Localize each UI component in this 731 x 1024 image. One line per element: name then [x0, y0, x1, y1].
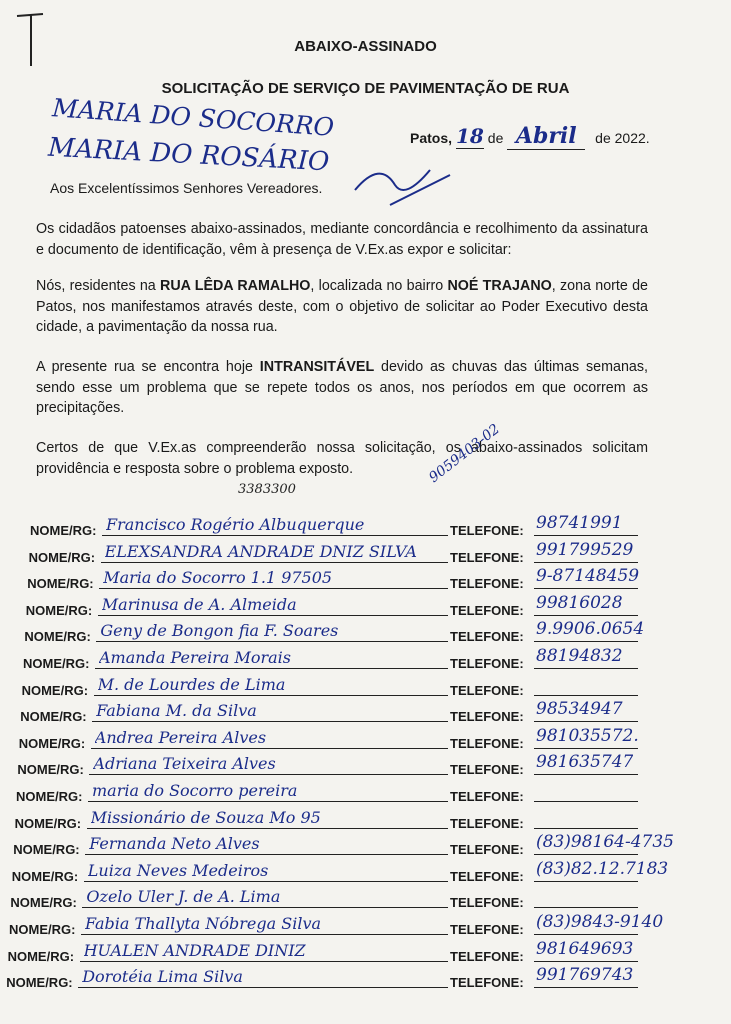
telefone-label: TELEFONE: — [450, 948, 524, 964]
signer-phone: 9.9906.0654 — [536, 619, 645, 640]
name-underline — [89, 774, 448, 775]
signature-row — [0, 754, 731, 780]
name-rg-label: NOME/RG: — [20, 709, 87, 725]
handwritten-name-1: MARIA DO SOCORRO — [51, 93, 335, 142]
name-rg-label: NOME/RG: — [6, 975, 73, 991]
signer-name: Fabiana M. da Silva — [96, 701, 257, 721]
document-subheading: SOLICITAÇÃO DE SERVIÇO DE PAVIMENTAÇÃO DE RUA — [161, 80, 570, 97]
date-city: Patos, — [410, 130, 453, 146]
p2-text-b: , localizada no bairro — [310, 278, 448, 294]
phone-underline — [534, 535, 638, 536]
telefone-label: TELEFONE: — [450, 549, 524, 565]
phone-underline — [534, 987, 638, 988]
name-underline — [94, 695, 448, 696]
name-underline — [78, 987, 448, 988]
phone-underline — [534, 854, 638, 855]
street-name: RUA LÊDA RAMALHO — [160, 278, 311, 294]
name-underline — [85, 854, 448, 855]
phone-underline — [534, 907, 638, 908]
name-rg-label: NOME/RG: — [27, 576, 94, 592]
signer-phone: 981635747 — [536, 752, 634, 773]
signer-name: ELEXSANDRA ANDRADE DNIZ SILVA — [104, 541, 417, 561]
signer-name: Missionário de Souza Mo 95 — [90, 807, 321, 827]
paragraph-1: Os cidadãos patoenses abaixo-assinados, mediante concordância e recolhimento da assinatura e documento de identificação, vêm à presença de V.Ex.as expor e solicitar: — [36, 221, 648, 258]
signer-name: Luiza Neves Medeiros — [87, 860, 269, 880]
signature-row — [0, 539, 731, 568]
telefone-label: TELEFONE: — [450, 762, 524, 778]
name-underline — [81, 934, 448, 935]
telefone-label: TELEFONE: — [450, 922, 524, 937]
name-rg-label: NOME/RG: — [9, 922, 76, 937]
telefone-label: TELEFONE: — [450, 576, 524, 592]
signer-name: Maria do Socorro 1.1 97505 — [103, 568, 333, 588]
p2-text-a: Nós, residentes na — [36, 278, 161, 294]
name-underline — [87, 828, 448, 829]
phone-underline — [534, 748, 638, 749]
signer-phone: 981649693 — [536, 938, 634, 959]
p2-text-c: , zona norte de Patos, nos manifestamos através deste, com o objetivo de solicitar ao Poder Executivo desta cidade, a pavimentação da nossa rua. — [36, 278, 648, 335]
neighborhood-name: NOÉ TRAJANO — [447, 278, 552, 294]
name-rg-label: NOME/RG: — [13, 842, 80, 858]
margin-note: 9059403-02 — [426, 421, 503, 486]
phone-underline — [534, 828, 638, 829]
signer-name: Marinusa de A. Almeida — [101, 594, 297, 614]
signer-name: HUALEN ANDRADE DINIZ — [83, 940, 306, 960]
paragraph-4: Certos de que V.Ex.as compreenderão nossa solicitação, os abaixo-assinados solicitam providência e resposta sobre o problema exposto. — [36, 440, 648, 477]
signature-row — [0, 834, 731, 860]
phone-underline — [534, 801, 638, 802]
phone-underline — [534, 695, 638, 696]
document-heading: ABAIXO-ASSINADO — [294, 38, 437, 55]
telefone-label: TELEFONE: — [450, 842, 524, 858]
name-rg-label: NOME/RG: — [17, 762, 84, 778]
telefone-label: TELEFONE: — [450, 682, 524, 698]
top-note: 3383300 — [238, 482, 296, 497]
name-underline — [96, 641, 448, 642]
signer-phone: 991799529 — [536, 539, 634, 560]
telefone-label: TELEFONE: — [450, 735, 524, 751]
name-rg-label: NOME/RG: — [11, 868, 79, 884]
signer-name: Ozelo Uler J. de A. Lima — [86, 887, 281, 907]
telefone-label: TELEFONE: — [450, 656, 524, 671]
signature-scribble — [350, 150, 460, 210]
name-underline — [80, 961, 448, 962]
signature-row — [0, 592, 731, 621]
name-rg-label: NOME/RG: — [18, 735, 86, 751]
phone-underline — [534, 641, 638, 642]
name-rg-label: NOME/RG: — [16, 789, 83, 804]
telefone-label: TELEFONE: — [450, 815, 524, 831]
name-rg-label: NOME/RG: — [14, 815, 82, 831]
phone-underline — [534, 588, 638, 589]
telefone-label: TELEFONE: — [450, 523, 524, 538]
name-underline — [92, 721, 448, 722]
phone-underline — [534, 934, 638, 935]
p3-text-b: devido as chuvas das últimas semanas, sendo esse um problema que se repete todos os anos, nos períodos em que ocorrem as precipitações. — [36, 359, 649, 416]
paragraph-2 — [36, 276, 648, 338]
signer-name: M. de Lourdes de Lima — [97, 674, 286, 694]
date-year: de 2022. — [595, 130, 650, 146]
name-underline — [88, 801, 448, 802]
signature-row — [0, 858, 731, 887]
telefone-label: TELEFONE: — [450, 975, 524, 991]
signature-row — [0, 781, 731, 807]
signer-name: Fernanda Neto Alves — [89, 834, 260, 854]
phone-underline — [534, 774, 638, 775]
telefone-label: TELEFONE: — [450, 789, 524, 804]
name-rg-label: NOME/RG: — [23, 656, 90, 671]
phone-underline — [534, 721, 638, 722]
signer-name: maria do Socorro pereira — [92, 781, 298, 800]
name-rg-label: NOME/RG: — [10, 895, 77, 911]
signer-phone: (83)9843-9140 — [536, 912, 664, 932]
name-underline — [101, 562, 448, 563]
signer-name: Geny de Bongon fia F. Soares — [100, 621, 339, 641]
signer-phone: 99816028 — [536, 592, 623, 613]
name-underline — [98, 615, 448, 616]
phone-underline — [534, 961, 638, 962]
signer-phone: 88194832 — [536, 646, 623, 666]
signature-row — [0, 515, 731, 541]
handwritten-name-2: MARIA DO ROSÁRIO — [47, 132, 330, 178]
signature-row — [0, 887, 731, 913]
salutation: Aos Excelentíssimos Senhores Vereadores. — [50, 180, 323, 196]
signer-phone: 98741991 — [536, 513, 623, 533]
telefone-label: TELEFONE: — [450, 602, 524, 618]
signature-row — [0, 938, 731, 967]
phone-underline — [534, 562, 638, 563]
signature-row — [0, 725, 731, 754]
signer-phone: (83)98164-4735 — [536, 832, 674, 853]
name-underline — [99, 588, 448, 589]
signer-name: Dorotéia Lima Silva — [82, 967, 243, 987]
signer-name: Amanda Pereira Morais — [99, 648, 291, 667]
signer-name: Fabia Thallyta Nóbrega Silva — [85, 914, 322, 933]
name-underline — [84, 881, 448, 882]
telefone-label: TELEFONE: — [450, 709, 524, 725]
signer-name: Francisco Rogério Albuquerque — [106, 515, 365, 534]
name-underline — [91, 748, 448, 749]
signer-phone: 981035572. — [536, 725, 639, 746]
signature-row — [0, 675, 731, 701]
p3-text-a: A presente rua se encontra hoje — [36, 359, 260, 375]
name-rg-label: NOME/RG: — [30, 523, 97, 538]
name-rg-label: NOME/RG: — [24, 629, 91, 645]
telefone-label: TELEFONE: — [450, 895, 524, 911]
name-underline — [95, 668, 448, 669]
signature-row — [0, 701, 731, 727]
date-line — [410, 123, 650, 150]
status-bold: INTRANSITÁVEL — [259, 359, 375, 375]
telefone-label: TELEFONE: — [450, 629, 524, 645]
paragraph-3 — [36, 357, 648, 419]
phone-underline — [534, 881, 638, 882]
signature-row — [0, 621, 731, 647]
date-de: de — [487, 130, 504, 146]
name-rg-label: NOME/RG: — [21, 682, 89, 698]
signer-name: Adriana Teixeira Alves — [93, 754, 276, 774]
signer-phone: (83)82.12.7183 — [536, 858, 669, 879]
signature-row — [0, 648, 731, 674]
telefone-label: TELEFONE: — [450, 868, 524, 884]
signature-row — [0, 568, 731, 594]
signer-phone: 991769743 — [536, 965, 634, 986]
signature-row — [0, 808, 731, 834]
name-rg-label: NOME/RG: — [25, 602, 93, 618]
signer-phone: 98534947 — [536, 699, 623, 720]
phone-underline — [534, 615, 638, 616]
name-rg-label: NOME/RG: — [28, 549, 96, 565]
name-rg-label: NOME/RG: — [7, 948, 75, 964]
signature-row — [0, 914, 731, 940]
name-underline — [82, 907, 448, 908]
phone-underline — [534, 668, 638, 669]
name-underline — [102, 535, 448, 536]
signer-phone: 9-87148459 — [536, 566, 640, 587]
signature-row — [0, 967, 731, 993]
date-month: Abril — [507, 123, 585, 150]
date-day: 18 — [455, 124, 484, 148]
signer-name: Andrea Pereira Alves — [94, 727, 267, 747]
